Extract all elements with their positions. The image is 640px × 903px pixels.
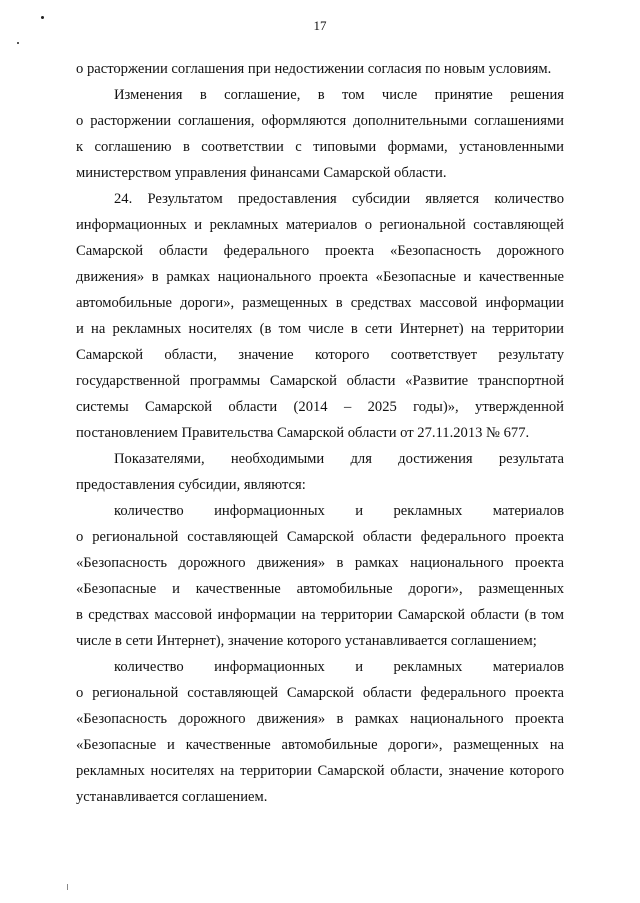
text-line: системы Самарской области (2014 – 2025 годы)», утвержденной: [76, 399, 564, 415]
text-line: количество информационных и рекламных материалов: [114, 503, 564, 519]
text-line: информационных и рекламных материалов о региональной составляющей: [76, 217, 564, 233]
text-line: рекламных носителях на территории Самарской области, значение которого: [76, 763, 564, 779]
text-line: числе в сети Интернет), значение которого устанавливается соглашением;: [76, 633, 537, 649]
text-line: о расторжении соглашения при недостижении согласия по новым условиям.: [76, 61, 552, 77]
paragraph: [76, 82, 564, 186]
text-line: устанавливается соглашением.: [76, 789, 268, 805]
text-line: государственной программы Самарской области «Развитие транспортной: [76, 373, 564, 389]
text-line: Самарской области федерального проекта «Безопасность дорожного: [76, 243, 564, 259]
text-line: Показателями, необходимыми для достижения результата: [114, 451, 564, 467]
text-line: количество информационных и рекламных материалов: [114, 659, 564, 675]
text-line: автомобильные дороги», размещенных в средствах массовой информации: [76, 295, 564, 311]
paragraph: [76, 186, 564, 446]
text-line: в средствах массовой информации на территории Самарской области (в том: [76, 607, 564, 623]
text-line: министерством управления финансами Самарской области.: [76, 165, 447, 181]
text-line: «Безопасные и качественные автомобильные дороги», размещенных: [76, 581, 564, 597]
scan-speck: [17, 42, 19, 44]
paragraph: [76, 654, 564, 810]
text-line: Изменения в соглашение, в том числе принятие решения: [114, 87, 564, 103]
text-line: «Безопасность дорожного движения» в рамках национального проекта: [76, 711, 564, 727]
text-line: движения» в рамках национального проекта «Безопасные и качественные: [76, 269, 564, 285]
text-line: 24. Результатом предоставления субсидии является количество: [114, 191, 564, 207]
text-line: к соглашению в соответствии с типовыми формами, установленными: [76, 139, 564, 155]
text-line: о расторжении соглашения, оформляются дополнительными соглашениями: [76, 113, 564, 129]
paragraph: [76, 446, 564, 498]
scan-speck: [67, 884, 68, 890]
paragraph: [76, 56, 564, 82]
text-line: о региональной составляющей Самарской области федерального проекта: [76, 529, 564, 545]
text-line: «Безопасные и качественные автомобильные дороги», размещенных на: [76, 737, 564, 753]
text-line: постановлением Правительства Самарской области от 27.11.2013 № 677.: [76, 425, 530, 441]
text-line: Самарской области, значение которого соответствует результату: [76, 347, 564, 363]
paragraph: [76, 498, 564, 654]
text-line: и на рекламных носителях (в том числе в сети Интернет) на территории: [76, 321, 564, 337]
text-line: о региональной составляющей Самарской области федерального проекта: [76, 685, 564, 701]
body-text: [76, 56, 564, 810]
text-line: предоставления субсидии, являются:: [76, 477, 306, 493]
page-number: 17: [313, 18, 327, 33]
text-line: «Безопасность дорожного движения» в рамках национального проекта: [76, 555, 564, 571]
